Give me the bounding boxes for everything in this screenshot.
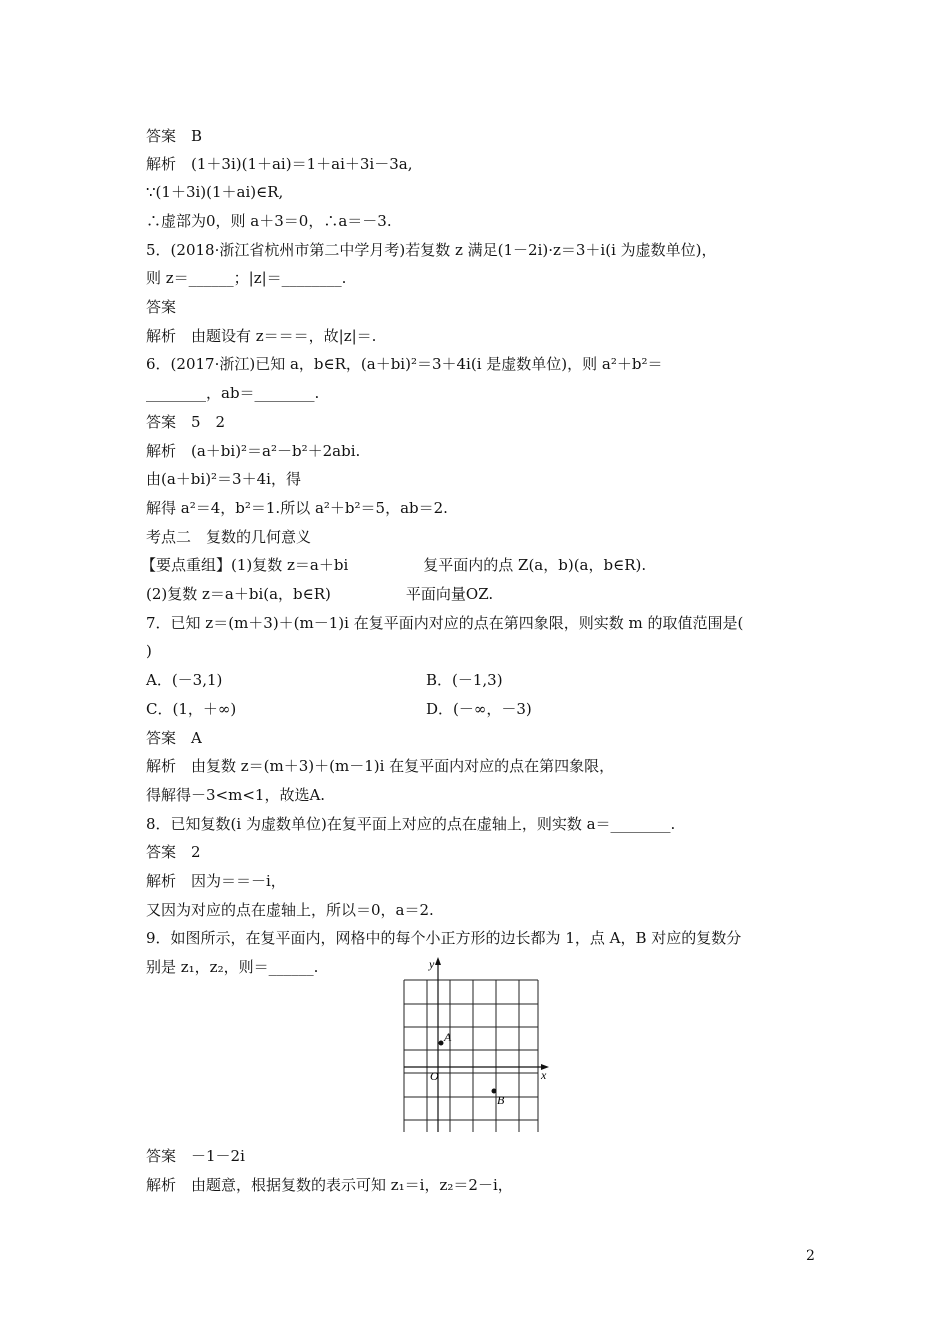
point-b-label: B: [497, 1093, 505, 1107]
option-c: C．(1，＋∞): [146, 700, 237, 718]
point-a-label: A: [444, 1030, 452, 1044]
origin-label: O: [430, 1069, 439, 1083]
analysis-line: 解析 由题意，根据复数的表示可知 z₁＝i，z₂＝2－i，: [146, 1176, 513, 1194]
answer-line: 答案 5 2: [146, 413, 226, 431]
analysis-line: 解析 由题设有 z＝＝＝，故|z|＝.: [146, 327, 377, 345]
analysis-line: 解析 (1＋3i)(1＋ai)＝1＋ai＋3i－3a,: [146, 155, 413, 173]
question-5-cont: 则 z＝______；|z|＝________.: [146, 269, 347, 287]
page-number: 2: [806, 1248, 815, 1264]
option-a: A．(－3,1): [146, 671, 223, 689]
key-point-2: (2)复数 z＝a＋bi(a，b∈R) 平面向量OZ.: [146, 585, 494, 603]
analysis-line: 解析 由复数 z＝(m＋3)＋(m－1)i 在复平面内对应的点在第四象限，: [146, 757, 615, 775]
question-6: 6．(2017·浙江)已知 a，b∈R，(a＋bi)²＝3＋4i(i 是虚数单位)，则 a²＋b²＝: [146, 355, 663, 373]
option-b: B．(－1,3): [426, 671, 503, 689]
grid-lines: [404, 980, 538, 1132]
analysis-line: ∴虚部为0，则 a＋3＝0，∴a＝－3.: [146, 212, 392, 230]
option-d: D．(－∞，－3): [426, 700, 532, 718]
question-9: 9．如图所示，在复平面内，网格中的每个小正方形的边长都为 1，点 A，B 对应的复数分: [146, 929, 742, 947]
analysis-line: 又因为对应的点在虚轴上，所以＝0，a＝2.: [146, 901, 434, 919]
answer-line: 答案 B: [146, 127, 203, 145]
analysis-line: 由(a＋bi)²＝3＋4i，得: [146, 470, 301, 488]
question-5: 5．(2018·浙江省杭州市第二中学月考)若复数 z 满足(1－2i)·z＝3＋i(i 为虚数单位)，: [146, 241, 717, 259]
y-axis-label: y: [429, 957, 435, 971]
analysis-line: ∵(1＋3i)(1＋ai)∈R,: [146, 183, 284, 201]
point-b: [492, 1089, 497, 1094]
y-axis-arrow: [435, 957, 441, 965]
question-7: 7．已知 z＝(m＋3)＋(m－1)i 在复平面内对应的点在第四象限，则实数 m 的取值范围是(: [146, 614, 744, 632]
section-heading: 考点二 复数的几何意义: [146, 528, 312, 546]
answer-line: 答案: [146, 298, 177, 316]
answer-line: 答案 2: [146, 843, 201, 861]
analysis-line: 得解得－3<m<1，故选A.: [146, 786, 326, 804]
x-axis-label: x: [541, 1068, 547, 1082]
question-8: 8．已知复数(i 为虚数单位)在复平面上对应的点在虚轴上，则实数 a＝________.: [146, 815, 676, 833]
analysis-line: 解析 (a＋bi)²＝a²－b²＋2abi.: [146, 442, 361, 460]
key-point-1: 【要点重组】(1)复数 z＝a＋bi 复平面内的点 Z(a，b)(a，b∈R).: [141, 556, 647, 574]
complex-plane-grid-figure: [398, 954, 558, 1136]
answer-line: 答案 A: [146, 729, 202, 747]
analysis-line: 解析 因为＝＝－i，: [146, 872, 286, 890]
analysis-line: 解得 a²＝4，b²＝1.所以 a²＋b²＝5，ab＝2.: [146, 499, 448, 517]
question-7-cont: ): [146, 642, 152, 660]
question-6-cont: ________，ab＝________.: [146, 384, 320, 402]
question-9-cont: 别是 z₁，z₂，则＝______.: [146, 958, 319, 976]
answer-line: 答案 －1－2i: [146, 1147, 245, 1165]
point-a: [439, 1041, 444, 1046]
